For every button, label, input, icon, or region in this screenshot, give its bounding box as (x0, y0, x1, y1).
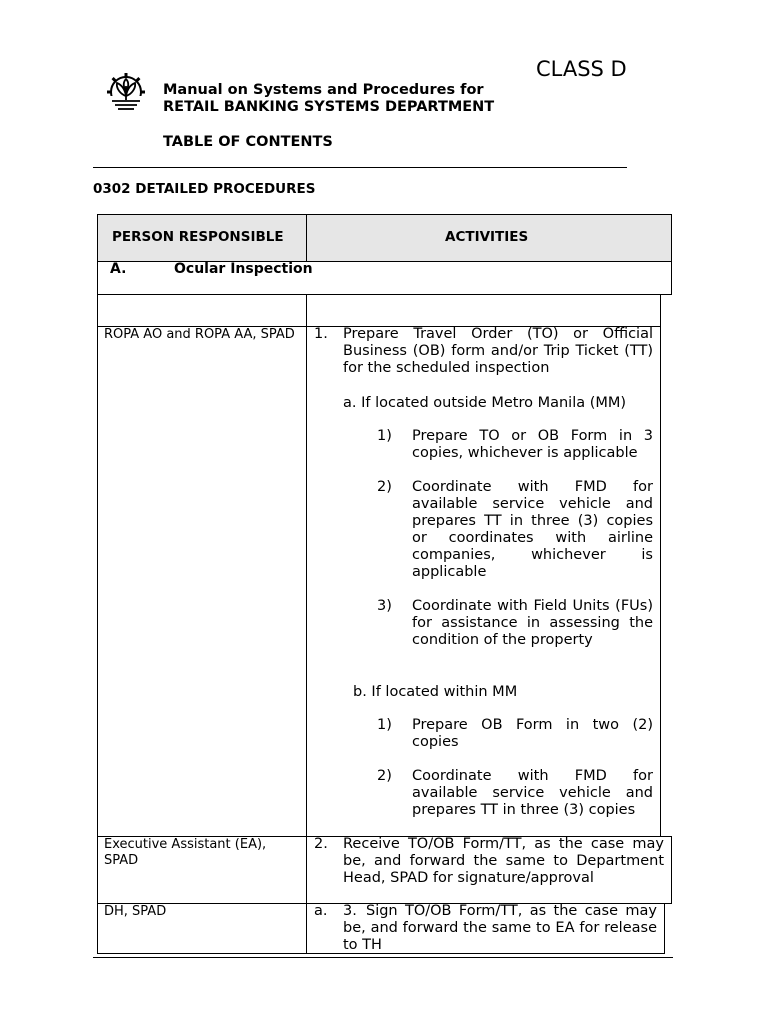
row1-b-item2: 2) Coordinate with FMD for available service vehicle and prepares TT in three (3) copies (377, 768, 653, 818)
row3-step3: a. 3. Sign TO/OB Form/TT, as the case may be, and forward the same to EA for release to TH (314, 903, 657, 953)
table-of-contents-heading: TABLE OF CONTENTS (163, 134, 333, 150)
table-border-right-row3 (664, 903, 665, 954)
table-border-right-row1 (660, 294, 661, 836)
subsection-letter: A. (110, 261, 127, 277)
column-header-person: PERSON RESPONSIBLE (112, 229, 284, 245)
row1-a-item1: 1) Prepare TO or OB Form in 3 copies, whichever is applicable (377, 428, 653, 461)
class-label: CLASS D (536, 57, 627, 81)
divider (93, 167, 627, 168)
row1-step1 (314, 326, 653, 377)
row1-case-b-label: b. If located within MM (353, 684, 518, 700)
subsection-bottom-border (97, 294, 672, 295)
column-divider (306, 294, 307, 954)
row3-person: DH, SPAD (104, 904, 167, 919)
step-number: 1. (314, 326, 328, 342)
row1-case-a-label: a. If located outside Metro Manila (MM) (343, 395, 627, 411)
manual-title: Manual on Systems and Procedures for (163, 82, 484, 98)
subsection-title: Ocular Inspection (174, 261, 313, 277)
column-header-activities: ACTIVITIES (445, 229, 529, 245)
column-divider-header (306, 214, 307, 261)
row1-person: ROPA AO and ROPA AA, SPAD (104, 327, 295, 342)
footer-divider (93, 957, 673, 958)
bank-logo-icon (104, 72, 148, 112)
table-border-right-row2 (671, 836, 672, 904)
table-border-top (97, 214, 672, 215)
table-border-right-top (671, 214, 672, 295)
department-title: RETAIL BANKING SYSTEMS DEPARTMENT (163, 99, 495, 115)
row2-person: Executive Assistant (EA), SPAD (104, 837, 267, 868)
row1-a-item3: 3) Coordinate with Field Units (FUs) for assistance in assessing the condition of the property (377, 598, 653, 648)
row1-a-item2: 2) Coordinate with FMD for available service vehicle and prepares TT in three (3) copies or coordinates with airline companies, whichever is applicable (377, 479, 653, 580)
step-text: Prepare Travel Order (TO) or Official Business (OB) form and/or Trip Ticket (TT) for the scheduled inspection (343, 326, 653, 376)
section-title: 0302 DETAILED PROCEDURES (93, 181, 316, 197)
table-border-left (97, 214, 98, 954)
row1-b-item1: 1) Prepare OB Form in two (2) copies (377, 717, 653, 750)
row2-step2: 2. Receive TO/OB Form/TT, as the case may be, and forward the same to Department Head, SPAD for signature/approval (314, 836, 664, 886)
